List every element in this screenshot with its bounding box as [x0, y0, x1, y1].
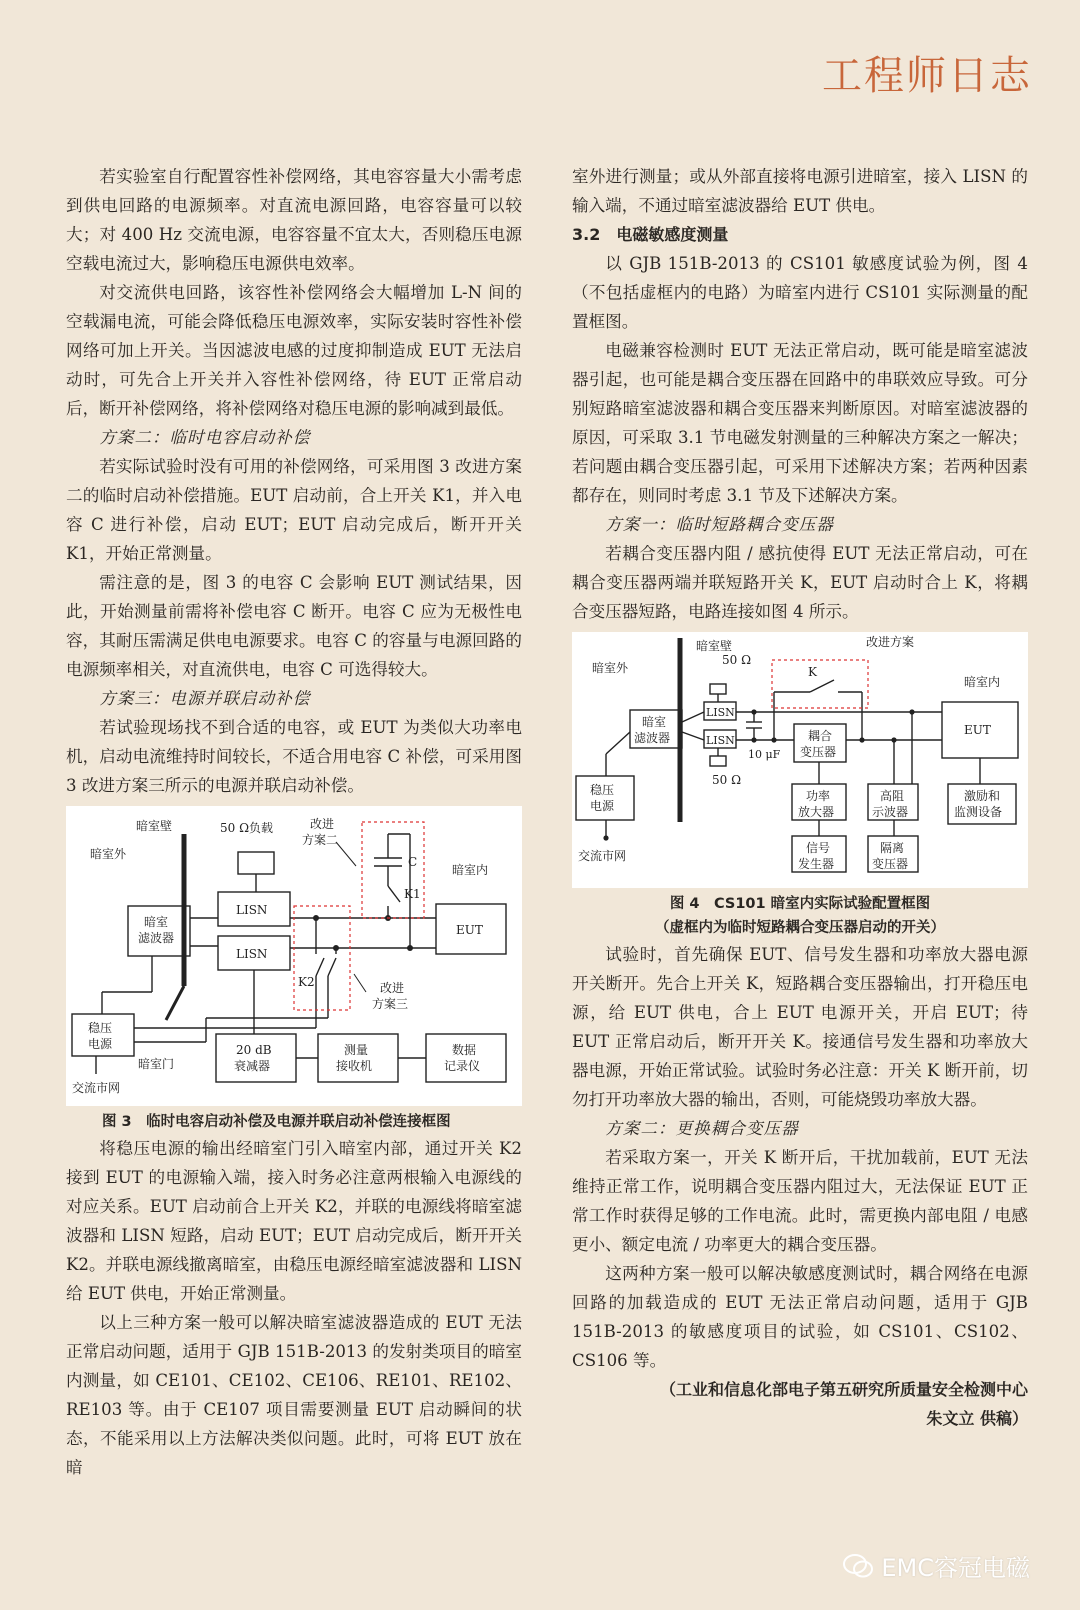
label-it1: 隔离 [880, 841, 905, 855]
label-filter1: 暗室 [144, 915, 169, 929]
label-filter2: 滤波器 [138, 931, 175, 945]
wechat-icon [843, 1553, 873, 1579]
label-psu1: 稳压 [590, 783, 615, 797]
label-grid: 交流市网 [72, 1081, 121, 1095]
label-wall: 暗室壁 [136, 819, 173, 833]
paragraph: 若实际试验时没有可用的补偿网络，可采用图 3 改进方案二的临时启动补偿措施。EUT 启动前，合上开关 K1，并入电容 C 进行补偿，启动 EUT；EUT 启动完成后，断开开关 K1，开始正常测量。 [66, 457, 522, 563]
label-rec2: 记录仪 [444, 1059, 481, 1073]
label-k: K [808, 665, 817, 679]
paragraph: 对交流供电回路，该容性补偿网络会大幅增加 L-N 间的空载漏电流，可能会降低稳压电源效率，实际安装时容性补偿网络可加上开关。当因滤波电感的过度抑制造成 EUT 无法启动时，可先合上开关并入容性补偿网络，待 EUT 正常启动后，断开补偿网络，将补偿网络对稳压电源的影响减到最低。 [66, 283, 522, 418]
paragraph: 试验时，首先确保 EUT、信号发生器和功率放大器电源开关断开。先合上开关 K，短路耦合变压器输出，打开稳压电源，给 EUT 供电，合上 EUT 电源开关，开启 EUT；待 EUT 正常启动后，断开开关 K。接通信号发生器和功率放大器电源，开始正常试验。试验时务必注意：开关 K 断开前，切勿打开功率放大器的输出，否则，可能烧毁功率放大器。 [572, 945, 1028, 1109]
figure-4-diagram [572, 632, 1028, 888]
section-heading: 3.2 电磁敏感度测量 [572, 225, 729, 244]
watermark [843, 1548, 1030, 1583]
label-psu1: 稳压 [88, 1021, 113, 1035]
label-filter2: 滤波器 [634, 731, 671, 745]
label-pa1: 功率 [806, 789, 831, 803]
label-lisn1: LISN [706, 706, 735, 719]
watermark-text: EMC容冠电磁 [881, 1554, 1030, 1582]
label-improve: 改进方案 [866, 635, 915, 649]
label-grid: 交流市网 [578, 849, 627, 863]
label-ct1: 耦合 [808, 729, 833, 743]
figure-4 [572, 632, 1028, 888]
scheme-heading: 方案三：电源并联启动补偿 [99, 689, 311, 708]
label-pa2: 放大器 [798, 805, 835, 819]
label-door: 暗室门 [138, 1057, 175, 1071]
label-lisn2: LISN [706, 734, 735, 747]
paragraph: 需注意的是，图 3 的电容 C 会影响 EUT 测试结果，因此，开始测量前需将补偿电容 C 断开。电容 C 应为无极性电容，其耐压需满足供电电源要求。电容 C 的容量与电源回路的电源频率相关，对直流供电，电容 C 可选得较大。 [66, 573, 522, 679]
credit-line: （工业和信息化部电子第五研究所质量安全检测中心 [659, 1380, 1028, 1399]
paragraph: 以 GJB 151B-2013 的 CS101 敏感度试验为例，图 4（不包括虚框内的电路）为暗室内进行 CS101 实际测量的配置框图。 [572, 254, 1028, 331]
section-title: 工程师日志 [822, 53, 1032, 99]
label-inside: 暗室内 [452, 863, 489, 877]
label-outside: 暗室外 [90, 847, 127, 861]
right-column [572, 162, 1028, 1433]
label-ct2: 变压器 [800, 745, 837, 759]
scheme-heading: 方案一：临时短路耦合变压器 [605, 515, 834, 534]
figure-3-diagram [66, 806, 522, 1106]
label-k1: K1 [404, 887, 421, 901]
label-wall: 暗室壁 [696, 639, 733, 653]
label-psu2: 电源 [88, 1037, 113, 1051]
label-outside: 暗室外 [592, 661, 629, 675]
paragraph: 若耦合变压器内阻 / 感抗使得 EUT 无法正常启动，可在耦合变压器两端并联短路开关 K，EUT 启动时合上 K，将耦合变压器短路，电路连接如图 4 所示。 [572, 544, 1028, 621]
figure-4-caption: 图 4 CS101 暗室内实际试验配置框图 [669, 896, 931, 912]
label-mon1: 激励和 [964, 789, 1001, 803]
label-eut: EUT [456, 923, 483, 937]
paragraph: 若实验室自行配置容性补偿网络，其电容容量大小需考虑到供电回路的电源频率。对直流电源回路，电容容量可以较大；对 400 Hz 交流电源，电容容量不宜太大，否则稳压电源空载电流过大，影响稳压电源供电效率。 [66, 167, 522, 273]
label-imp2b: 方案二 [302, 833, 339, 847]
paragraph: 若采取方案一，开关 K 断开后，干扰加载前，EUT 无法维持正常工作，说明耦合变压器内阻过大，无法保证 EUT 正常工作时获得足够的工作电流。此时，需更换内部电阻 / 电感更小、额定电流 / 功率更大的耦合变压器。 [572, 1148, 1028, 1254]
paragraph: 若试验现场找不到合适的电容，或 EUT 为类似大功率电机，启动电流维持时间较长，不适合用电容 C 补偿，可采用图 3 改进方案三所示的电源并联启动补偿。 [66, 718, 522, 795]
label-rx1: 测量 [344, 1043, 369, 1057]
left-column [66, 162, 522, 1482]
paragraph: 以上三种方案一般可以解决暗室滤波器造成的 EUT 无法正常启动问题，适用于 GJB 151B-2013 的发射类项目的暗室内测量，如 CE101、CE102、CE106、RE101、RE102、RE103 等。由于 CE107 项目需要测量 EUT 启动瞬间的状态，不能采用以上方法解决类似问题。此时，可将 EUT 放在暗 [66, 1313, 522, 1477]
figure-4-caption-note: （虚框内为临时短路耦合变压器启动的开关） [655, 920, 945, 936]
label-lisn1: LISN [236, 903, 268, 917]
label-eut: EUT [964, 723, 991, 737]
paragraph: 将稳压电源的输出经暗室门引入暗室内部，通过开关 K2 接到 EUT 的电源输入端，接入时务必注意两根输入电源线的对应关系。EUT 启动前合上开关 K2，并联的电源线将暗室滤波器和 LISN 短路，启动 EUT；EUT 启动完成后，断开开关 K2。并联电源线撤离暗室，由稳压电源经暗室滤波器和 LISN 给 EUT 供电，开始正常测量。 [66, 1139, 522, 1303]
label-lisn2: LISN [236, 947, 268, 961]
scheme-heading: 方案二：更换耦合变压器 [605, 1119, 799, 1138]
label-cap: 10 μF [748, 748, 781, 761]
label-sg1: 信号 [806, 841, 831, 855]
label-osc1: 高阻 [880, 789, 905, 803]
label-filter1: 暗室 [642, 715, 667, 729]
scheme-heading: 方案二：临时电容启动补偿 [99, 428, 311, 447]
label-c: C [408, 855, 418, 869]
label-mon2: 监测设备 [954, 805, 1003, 819]
paragraph: 电磁兼容检测时 EUT 无法正常启动，既可能是暗室滤波器引起，也可能是耦合变压器在回路中的串联效应导致。可分别短路暗室滤波器和耦合变压器来判断原因。对暗室滤波器的原因，可采取 3.1 节电磁发射测量的三种解决方案之一解决；若问题由耦合变压器引起，可采用下述解决方案；若两种因素都存在，则同时考虑 3.1 节及下述解决方案。 [572, 341, 1028, 505]
credit-author: 朱文立 供稿） [926, 1409, 1028, 1428]
label-imp3a: 改进 [380, 981, 405, 995]
label-att1: 20 dB [236, 1043, 272, 1057]
label-osc2: 示波器 [872, 805, 909, 819]
figure-3 [66, 806, 522, 1106]
label-50ohm-bottom: 50 Ω [712, 773, 742, 787]
label-it2: 变压器 [872, 857, 909, 871]
label-imp2a: 改进 [310, 817, 335, 831]
label-k2: K2 [298, 975, 315, 989]
label-50ohm-top: 50 Ω [722, 653, 752, 667]
label-att2: 衰减器 [234, 1059, 271, 1073]
label-imp3b: 方案三 [372, 997, 409, 1011]
figure-3-caption: 图 3 临时电容启动补偿及电源并联启动补偿连接框图 [102, 1114, 451, 1130]
label-rec1: 数据 [452, 1043, 477, 1057]
label-rx2: 接收机 [336, 1059, 373, 1073]
label-load: 50 Ω负载 [220, 821, 274, 835]
paragraph: 这两种方案一般可以解决敏感度测试时，耦合网络在电源回路的加载造成的 EUT 无法正常启动问题，适用于 GJB 151B-2013 的敏感度项目的试验，如 CS101、CS102、CS106 等。 [572, 1264, 1028, 1370]
label-sg2: 发生器 [798, 857, 835, 871]
label-psu2: 电源 [590, 799, 615, 813]
label-inside: 暗室内 [964, 675, 1001, 689]
paragraph: 室外进行测量；或从外部直接将电源引进暗室，接入 LISN 的输入端，不通过暗室滤波器给 EUT 供电。 [572, 167, 1028, 215]
